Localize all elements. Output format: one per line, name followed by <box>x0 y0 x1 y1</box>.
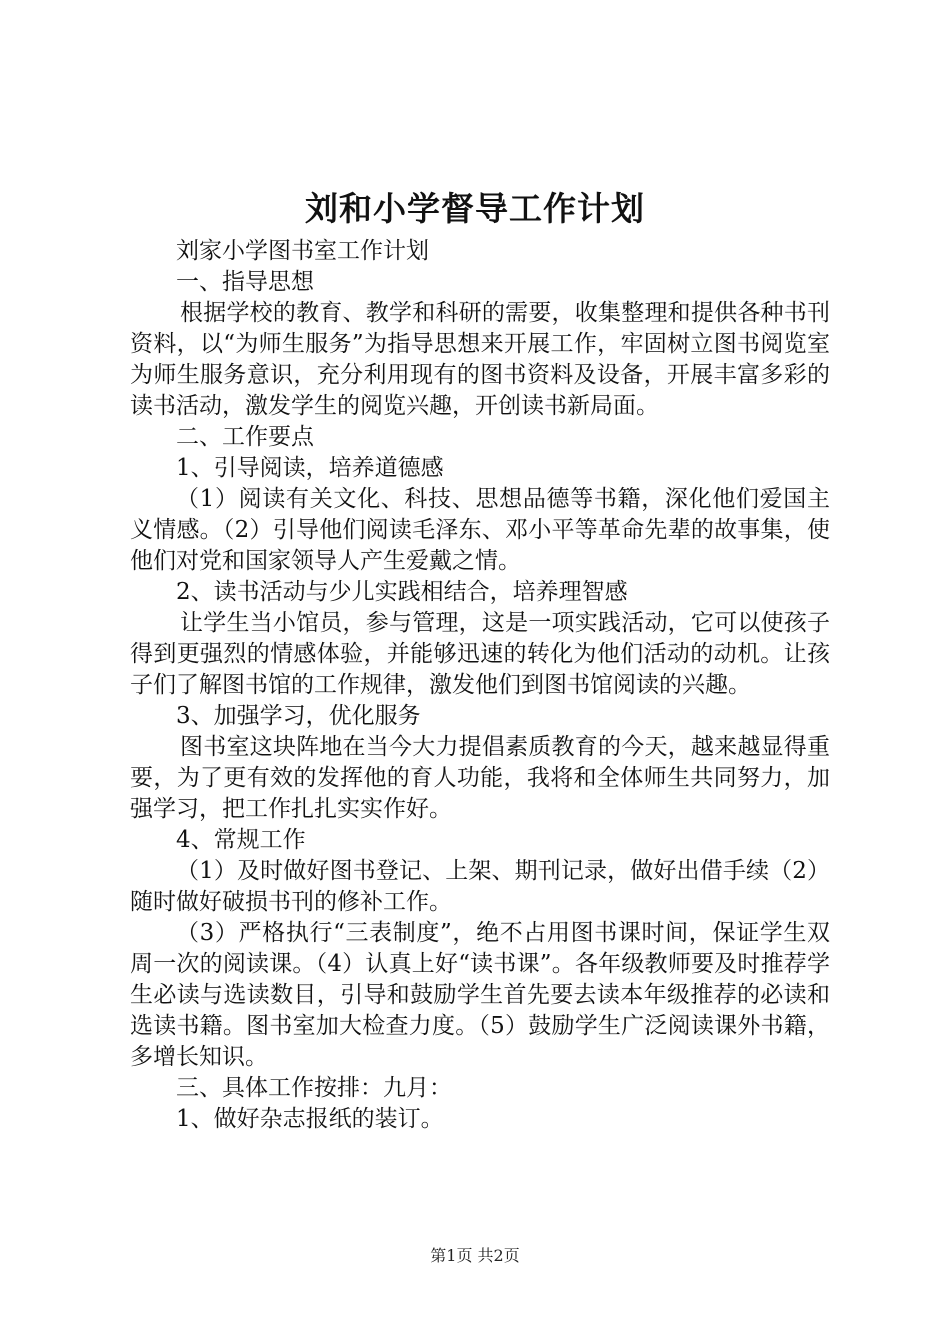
paragraph: 图书室这块阵地在当今大力提倡素质教育的今天，越来越显得重要，为了更有效的发挥他的育人功能，我将和全体师生共同努力，加强学习，把工作扎扎实实作好。 <box>130 734 830 822</box>
subsection-heading: 1、引导阅读，培养道德感 <box>176 455 444 481</box>
paragraph: 刘家小学图书室工作计划 <box>176 238 429 264</box>
paragraph: （3）严格执行“三表制度”，绝不占用图书课时间，保证学生双周一次的阅读课。（4）认真上好“读书课”。各年级教师要及时推荐学生必读与选读数目，引导和鼓励学生首先要去读本年级推荐的必读和选读书籍。图书室加大检查力度。（5）鼓励学生广泛阅读课外书籍，多增长知识。 <box>130 920 830 1070</box>
subsection-heading: 3、加强学习，优化服务 <box>176 703 421 729</box>
subsection-heading: 2、读书活动与少儿实践相结合，培养理智感 <box>176 579 628 605</box>
section-heading: 三、具体工作按排：九月： <box>176 1075 452 1101</box>
paragraph: 根据学校的教育、教学和科研的需要，收集整理和提供各种书刊资料，以“为师生服务”为指导思想来开展工作，牢固树立图书阅览室为师生服务意识，充分利用现有的图书资料及设备，开展丰富多彩的读书活动，激发学生的阅览兴趣，开创读书新局面。 <box>130 300 830 419</box>
paragraph: （1）阅读有关文化、科技、思想品德等书籍，深化他们爱国主义情感。（2）引导他们阅读毛泽东、邓小平等革命先辈的故事集，使他们对党和国家领导人产生爱戴之情。 <box>130 486 830 574</box>
paragraph: 让学生当小馆员，参与管理，这是一项实践活动，它可以使孩子得到更强烈的情感体验，并能够迅速的转化为他们活动的动机。让孩子们了解图书馆的工作规律，激发他们到图书馆阅读的兴趣。 <box>130 610 830 698</box>
document-body <box>130 236 830 1135</box>
paragraph: 1、做好杂志报纸的装订。 <box>176 1106 444 1132</box>
subsection-heading: 4、常规工作 <box>176 827 306 853</box>
page-footer: 第1页 共2页 <box>430 1246 520 1265</box>
section-heading: 一、指导思想 <box>176 269 314 295</box>
section-heading: 二、工作要点 <box>176 424 314 450</box>
paragraph: （1）及时做好图书登记、上架、期刊记录，做好出借手续（2）随时做好破损书刊的修补工作。 <box>130 858 830 915</box>
document-title: 刘和小学督导工作计划 <box>305 189 645 228</box>
